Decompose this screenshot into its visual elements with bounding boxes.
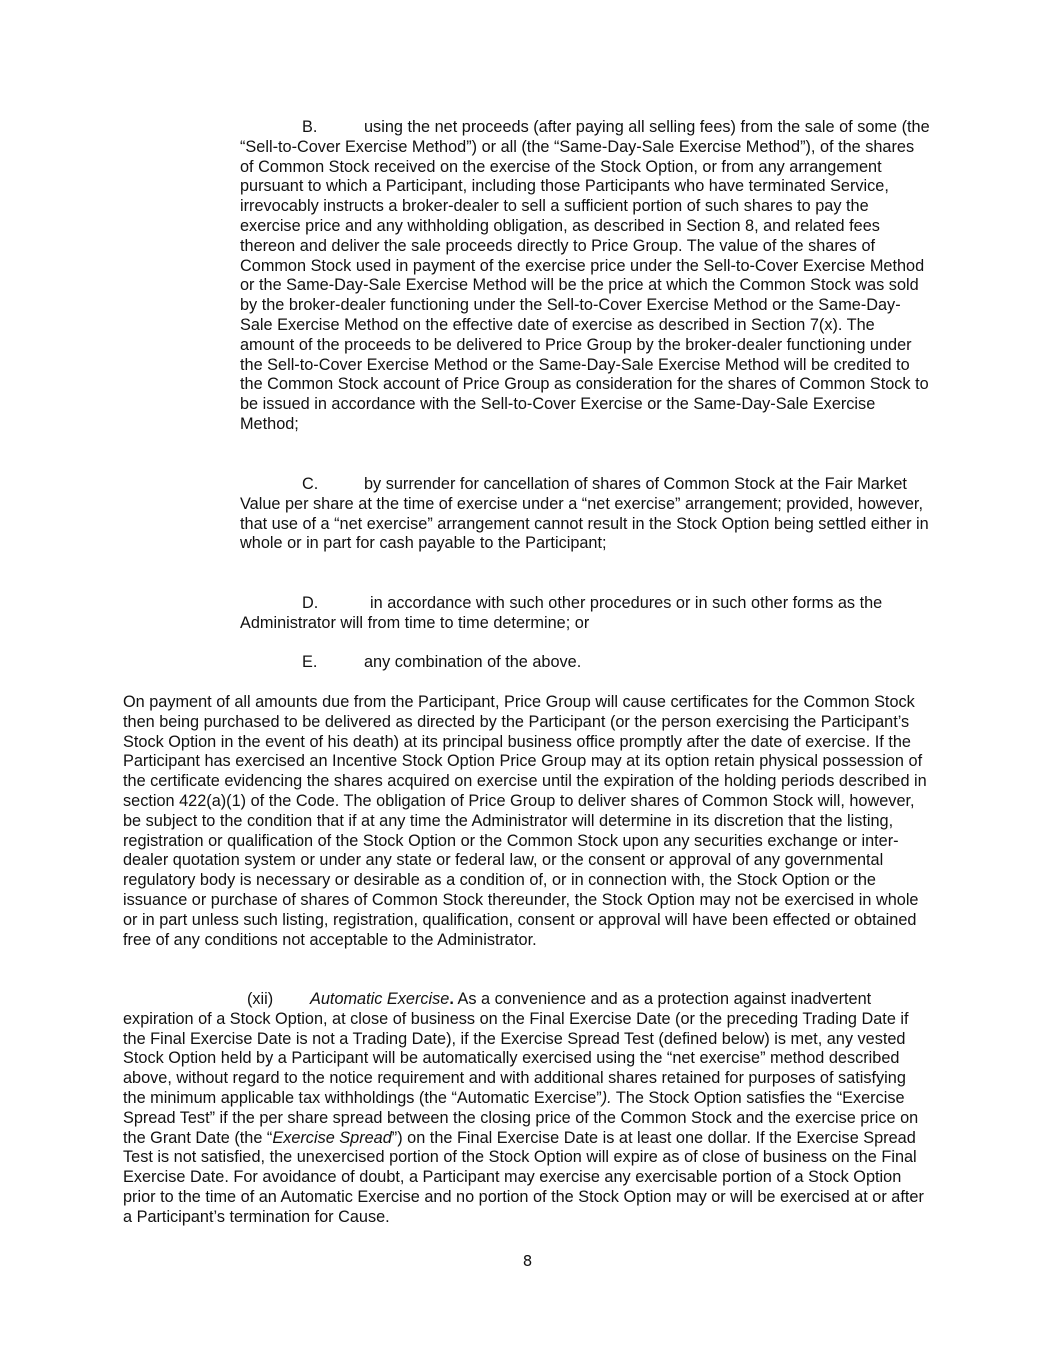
payment-paragraph: On payment of all amounts due from the Participant, Price Group will cause certificates for the Common Stock then being purchased to be delivered as directed by the Participant (or the person exercising the Participant’s Stock Option in the event of his death) at its principal business office promptly after the date of exercise. If the Participant has exercised an Incentive Stock Option Price Group may at its option retain physical possession of the certificate evidencing the shares acquired on exercise until the expiration of the holding periods described in section 422(a)(1) of the Code. The obligation of Price Group to deliver shares of Common Stock will, however, be subject to the condition that if at any time the Administrator will determine in its discretion that the listing, registration or qualification of the Stock Option or the Common Stock upon any securities exchange or inter-dealer quotation system or under any state or federal law, or the consent or approval of any governmental regulatory body is necessary or desirable as a condition of, or in connection with, the Stock Option or the issuance or purchase of shares of Common Stock thereunder, the Stock Option may not be exercised in whole or in part unless such listing, registration, qualification, consent or approval will have been effected or obtained free of any conditions not acceptable to the Administrator. [123,693,927,949]
automatic-exercise-text-2: The Stock Option satisfies the “Exercise Spread Test” if the per share spread between the closing price of the Common Stock and the exercise price on the Grant Date (the “ [123,1088,919,1147]
item-d-paragraph [240,594,930,634]
item-e-label: E. [302,653,318,671]
item-d-label: D. [302,594,319,612]
item-d-text: in accordance with such other procedures or in such other forms as the Administrator will from time to time determine; or [240,594,883,632]
item-c-text: by surrender for cancellation of shares of Common Stock at the Fair Market Value per share at the time of exercise under a “net exercise” arrangement; provided, however, that use of a “net exercise” arrangement cannot result in the Stock Option being settled either in whole or in part for cash payable to the Participant; [240,475,929,553]
item-b-text: using the net proceeds (after paying all selling fees) from the sale of some (the “Sell-to-Cover Exercise Method”) or all (the “Same-Day-Sale Exercise Method”), of the shares of Common Stock received on the exercise of the Stock Option, or from any arrangement pursuant to which a Participant, including those Participants who have terminated Service, irrevocably instructs a broker-dealer to sell a sufficient portion of such shares to pay the exercise price and any withholding obligation, as described in Section 8, and related fees thereon and deliver the sale proceeds directly to Price Group. The value of the shares of Common Stock used in payment of the exercise price under the Sell-to-Cover Exercise Method or the Same-Day-Sale Exercise Method will be the price at which the Common Stock was sold by the broker-dealer functioning under the Sell-to-Cover Exercise Method or the Same-Day-Sale Exercise Method on the effective date of exercise as described in Section 7(x). The amount of the proceeds to be delivered to Price Group by the broker-dealer functioning under the Sell-to-Cover Exercise Method or the Same-Day-Sale Exercise Method will be credited to the Common Stock account of Price Group as consideration for the shares of Common Stock to be issued in accordance with the Sell-to-Cover Exercise or the Same-Day-Sale Exercise Method; [240,118,930,433]
item-b-paragraph [240,118,930,435]
item-e-text: any combination of the above. [364,653,582,671]
item-c-paragraph [240,475,930,554]
exercise-spread-term: Exercise Spread [272,1128,392,1147]
section-heading: Automatic Exercise [310,990,450,1008]
item-c-label: C. [302,475,319,493]
automatic-exercise-paragraph [123,990,928,1228]
automatic-exercise-text-3: ”) on the Final Exercise Date is at least one dollar. If the Exercise Spread Test is not satisfied, the unexercised portion of the Stock Option will expire as of close of business on the Final Exercise Date. For avoidance of doubt, a Participant may exercise any exercisable portion of a Stock Option prior to the time of an Automatic Exercise and no portion of the Stock Option may or will be exercised at or after a Participant’s termination for Cause. [123,1128,924,1226]
page-number: 8 [522,1252,533,1270]
automatic-exercise-text-1: As a convenience and as a protection against inadvertent expiration of a Stock Option, at close of business on the Final Exercise Date (or the preceding Trading Date if the Final Exercise Date is not a Trading Date), if the Exercise Spread Test (defined below) is met, any vested Stock Option held by a Participant will be automatically exercised using the “net exercise” method described above, without regard to the notice requirement and with additional shares retained for purposes of satisfying the minimum applicable tax withholdings (the “Automatic Exercise” [123,990,909,1107]
section-number: (xii) [247,990,274,1008]
automatic-exercise-text-1-end: ). [601,1088,612,1107]
item-b-label: B. [302,118,318,136]
item-e-paragraph [240,653,930,673]
section-heading-punct: . [449,990,454,1008]
